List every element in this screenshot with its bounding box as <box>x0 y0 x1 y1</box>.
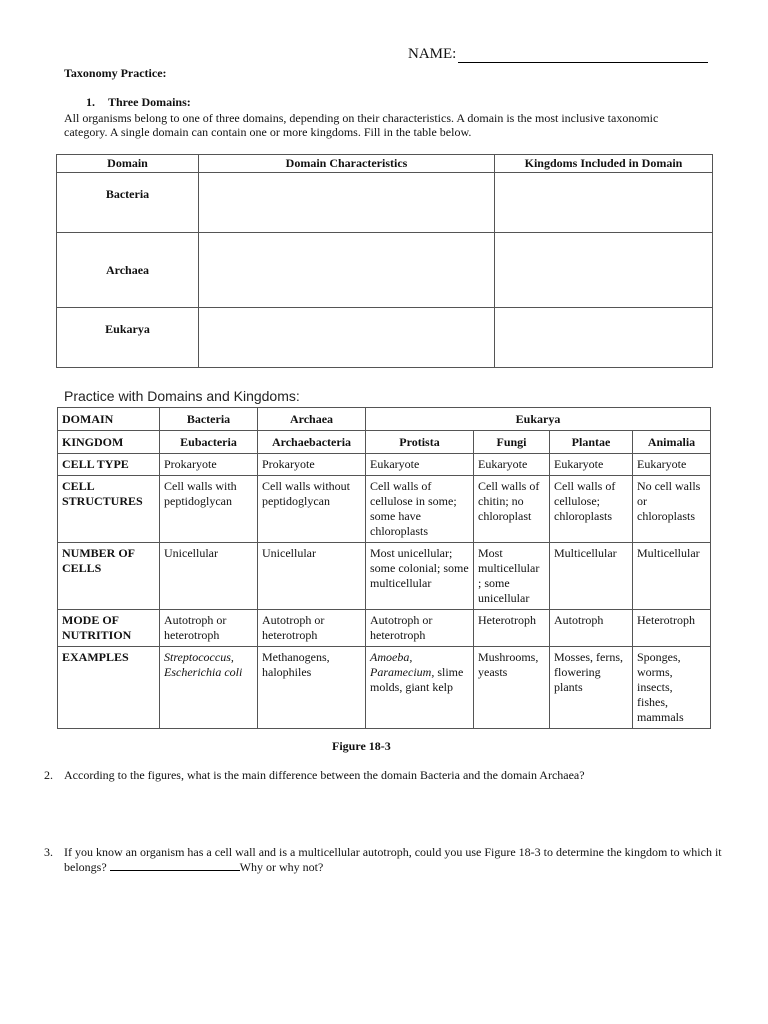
row-label-cell-structures: CELL STRUCTURES <box>58 476 160 543</box>
question-2 <box>44 768 724 782</box>
examples-archaea: Methanogens, halophiles <box>258 647 366 729</box>
name-field <box>408 46 708 63</box>
table-cell: Eukaryote <box>633 454 711 476</box>
table-cell: Prokaryote <box>258 454 366 476</box>
examples-bacteria-text: Streptococcus, Escherichia coli <box>164 650 243 679</box>
question-3-body <box>64 845 724 874</box>
kingdom-row <box>58 431 711 454</box>
table-header-row <box>57 155 713 173</box>
table-cell: Cell walls of cellulose in some; some have chloroplasts <box>366 476 474 543</box>
cell-type-row <box>58 454 711 476</box>
table-cell: Multicellular <box>633 543 711 610</box>
col-header-kingdoms: Kingdoms Included in Domain <box>495 155 713 173</box>
archaea-characteristics-cell[interactable] <box>199 233 495 308</box>
table-cell: Autotroph or heterotroph <box>160 610 258 647</box>
table-cell: Most multicellular ; some unicellular <box>474 543 550 610</box>
domain-eukarya-header: Eukarya <box>366 408 711 431</box>
row-label-domain: DOMAIN <box>58 408 160 431</box>
table-row <box>57 173 713 233</box>
col-header-characteristics: Domain Characteristics <box>199 155 495 173</box>
kingdom-plantae: Plantae <box>550 431 633 454</box>
domains-kingdoms-table <box>57 407 711 729</box>
bacteria-kingdoms-cell[interactable] <box>495 173 713 233</box>
number-of-cells-row <box>58 543 711 610</box>
table-cell: Prokaryote <box>160 454 258 476</box>
examples-animalia: Sponges, worms, insects, fishes, mammals <box>633 647 711 729</box>
question-3-text: If you know an organism has a cell wall and is a multicellular autotroph, could you use Figure 18-3 to determine the kingdom to which it belongs? <box>64 845 722 874</box>
section-1-heading <box>86 95 191 110</box>
kingdom-protista: Protista <box>366 431 474 454</box>
table-cell: Cell walls without peptidoglycan <box>258 476 366 543</box>
table-cell: Eukaryote <box>550 454 633 476</box>
practice-section-title: Practice with Domains and Kingdoms: <box>64 388 300 404</box>
table-cell: Autotroph or heterotroph <box>258 610 366 647</box>
archaea-kingdoms-cell[interactable] <box>495 233 713 308</box>
col-header-domain: Domain <box>57 155 199 173</box>
table-cell: No cell walls or chloroplasts <box>633 476 711 543</box>
table-cell: Unicellular <box>258 543 366 610</box>
row-label-kingdom: KINGDOM <box>58 431 160 454</box>
examples-fungi: Mushrooms, yeasts <box>474 647 550 729</box>
kingdom-animalia: Animalia <box>633 431 711 454</box>
table-row <box>57 308 713 368</box>
name-blank-line[interactable] <box>458 47 708 63</box>
name-label: NAME: <box>408 46 457 62</box>
question-3-followup: Why or why not? <box>239 860 324 874</box>
examples-protista-italic: Amoeba, Paramecium, <box>370 650 435 679</box>
table-cell: Autotroph <box>550 610 633 647</box>
table-row <box>57 233 713 308</box>
examples-protista <box>366 647 474 729</box>
domain-row <box>58 408 711 431</box>
table-cell: Cell walls of cellulose; chloroplasts <box>550 476 633 543</box>
section-1-number: 1. <box>86 95 95 109</box>
section-1-title: Three Domains: <box>108 95 191 109</box>
table-cell: Multicellular <box>550 543 633 610</box>
table-cell: Heterotroph <box>633 610 711 647</box>
eukarya-characteristics-cell[interactable] <box>199 308 495 368</box>
figure-caption: Figure 18-3 <box>332 739 391 753</box>
kingdom-eubacteria: Eubacteria <box>160 431 258 454</box>
mode-of-nutrition-row <box>58 610 711 647</box>
examples-protista-rest: slime molds, giant kelp <box>370 665 464 694</box>
table-cell: Eukaryote <box>366 454 474 476</box>
examples-row <box>58 647 711 729</box>
question-3-number: 3. <box>44 845 53 859</box>
table-cell: Eukaryote <box>474 454 550 476</box>
cell-structures-row <box>58 476 711 543</box>
domain-bacteria: Bacteria <box>57 173 199 233</box>
table-cell: Heterotroph <box>474 610 550 647</box>
question-2-text: According to the figures, what is the main difference between the domain Bacteria and the domain Archaea? <box>64 768 585 782</box>
page-title: Taxonomy Practice: <box>64 66 167 80</box>
three-domains-table <box>56 154 713 368</box>
kingdom-fungi: Fungi <box>474 431 550 454</box>
examples-bacteria <box>160 647 258 729</box>
table-cell: Unicellular <box>160 543 258 610</box>
domain-eukarya: Eukarya <box>57 308 199 368</box>
row-label-examples: EXAMPLES <box>58 647 160 729</box>
question-2-number: 2. <box>44 768 53 782</box>
bacteria-characteristics-cell[interactable] <box>199 173 495 233</box>
question-3 <box>44 845 724 874</box>
table-cell: Most unicellular; some colonial; some multicellular <box>366 543 474 610</box>
table-cell: Autotroph or heterotroph <box>366 610 474 647</box>
row-label-mode-of-nutrition: MODE OF NUTRITION <box>58 610 160 647</box>
eukarya-kingdoms-cell[interactable] <box>495 308 713 368</box>
section-1-intro: All organisms belong to one of three domains, depending on their characteristics. A domain is the most inclusive taxonomic category. A single domain can contain one or more kingdoms. Fill in the table below. <box>64 111 659 139</box>
table-cell: Cell walls of chitin; no chloroplast <box>474 476 550 543</box>
domain-bacteria-header: Bacteria <box>160 408 258 431</box>
domain-archaea-header: Archaea <box>258 408 366 431</box>
kingdom-archaebacteria: Archaebacteria <box>258 431 366 454</box>
table-cell: Cell walls with peptidoglycan <box>160 476 258 543</box>
question-3-answer-blank[interactable] <box>110 859 240 871</box>
row-label-number-of-cells: NUMBER OF CELLS <box>58 543 160 610</box>
examples-plantae: Mosses, ferns, flowering plants <box>550 647 633 729</box>
row-label-cell-type: CELL TYPE <box>58 454 160 476</box>
domain-archaea: Archaea <box>57 233 199 308</box>
